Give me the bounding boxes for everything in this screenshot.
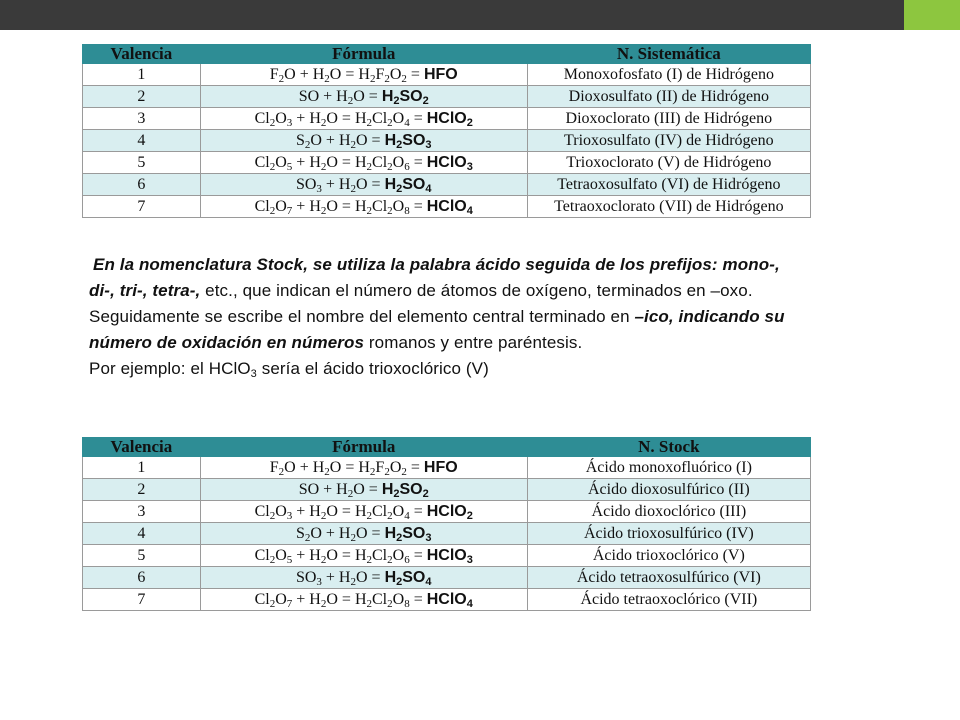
cell-formula: $SO_3 + H_2O = H_2SO_4$ <box>200 174 527 196</box>
cell-name: Dioxosulfato (II) de Hidrógeno <box>527 86 810 108</box>
table-row <box>83 130 811 152</box>
cell-valencia: 7 <box>83 589 201 611</box>
accent-block <box>904 0 960 30</box>
table-row <box>83 64 811 86</box>
cell-formula: $Cl_2O_7 + H_2O = H_2Cl_2O_8$ = HClO$_4$ <box>200 589 527 611</box>
cell-name: Ácido trioxoclórico (V) <box>527 545 810 567</box>
table-systematic <box>82 44 811 218</box>
table-row <box>83 174 811 196</box>
example-sub: 3 <box>250 368 257 380</box>
table-row <box>83 501 811 523</box>
top-bar <box>0 0 960 30</box>
bold-oxidation: –ico, indicando su número de oxidación en números <box>89 307 785 352</box>
header-formula: Fórmula <box>200 45 527 64</box>
table2-body <box>83 457 811 611</box>
cell-name: Ácido trioxosulfúrico (IV) <box>527 523 810 545</box>
cell-formula: $Cl_2O_5 + H_2O = H_2Cl_2O_6$ = HClO$_3$ <box>200 545 527 567</box>
table-stock <box>82 437 811 611</box>
cell-valencia: 2 <box>83 479 201 501</box>
table-row <box>83 479 811 501</box>
cell-name: Tetraoxoclorato (VII) de Hidrógeno <box>527 196 810 218</box>
cell-valencia: 3 <box>83 501 201 523</box>
cell-valencia: 6 <box>83 174 201 196</box>
cell-formula: $F_2O + H_2O = H_2F_2O_2$ = HFO <box>200 64 527 86</box>
cell-formula: $Cl_2O_7 + H_2O = H_2Cl_2O_8$ = HClO$_4$ <box>200 196 527 218</box>
cell-formula: $S_2O + H_2O = H_2SO_3$ <box>200 523 527 545</box>
table-row <box>83 567 811 589</box>
table-header-row <box>83 45 811 64</box>
cell-valencia: 3 <box>83 108 201 130</box>
table-row <box>83 457 811 479</box>
cell-name: Dioxoclorato (III) de Hidrógeno <box>527 108 810 130</box>
table-row <box>83 523 811 545</box>
example-pre: Por ejemplo: el HClO <box>89 359 251 378</box>
table-row <box>83 589 811 611</box>
cell-formula: $Cl_2O_5 + H_2O = H_2Cl_2O_6$ = HClO$_3$ <box>200 152 527 174</box>
cell-formula: $SO_3 + H_2O = H_2SO_4$ <box>200 567 527 589</box>
cell-formula: SO + $H_2O = H_2SO_2$ <box>200 86 527 108</box>
cell-name: Monoxofosfato (I) de Hidrógeno <box>527 64 810 86</box>
cell-name: Ácido tetraoxoclórico (VII) <box>527 589 810 611</box>
cell-formula: $S_2O + H_2O = H_2SO_3$ <box>200 130 527 152</box>
table-row <box>83 545 811 567</box>
cell-valencia: 6 <box>83 567 201 589</box>
cell-name: Trioxoclorato (V) de Hidrógeno <box>527 152 810 174</box>
cell-valencia: 1 <box>83 64 201 86</box>
cell-formula: $Cl_2O_3 + H_2O = H_2Cl_2O_4$ = HClO$_2$ <box>200 501 527 523</box>
header-formula: Fórmula <box>200 438 527 457</box>
table-row <box>83 152 811 174</box>
header-valencia: Valencia <box>83 45 201 64</box>
cell-name: Ácido tetraoxosulfúrico (VI) <box>527 567 810 589</box>
header-name: N. Sistemática <box>527 45 810 64</box>
cell-name: Tetraoxosulfato (VI) de Hidrógeno <box>527 174 810 196</box>
body-text: etc., que indican el número de átomos de oxígeno, terminados en –oxo. Seguidamente se escribe el nombre del elemento central terminado en <box>89 281 753 326</box>
cell-valencia: 5 <box>83 152 201 174</box>
example-line <box>89 356 809 382</box>
cell-valencia: 7 <box>83 196 201 218</box>
cell-formula: $F_2O + H_2O = H_2F_2O_2$ = HFO <box>200 457 527 479</box>
table-row <box>83 108 811 130</box>
example-post: sería el ácido trioxoclórico (V) <box>256 359 489 378</box>
table-row <box>83 86 811 108</box>
cell-name: Ácido dioxosulfúrico (II) <box>527 479 810 501</box>
cell-formula: $Cl_2O_3 + H_2O = H_2Cl_2O_4$ = HClO$_2$ <box>200 108 527 130</box>
cell-valencia: 2 <box>83 86 201 108</box>
table-row <box>83 196 811 218</box>
header-name: N. Stock <box>527 438 810 457</box>
cell-name: Ácido dioxoclórico (III) <box>527 501 810 523</box>
cell-valencia: 1 <box>83 457 201 479</box>
cell-valencia: 5 <box>83 545 201 567</box>
table1-body <box>83 64 811 218</box>
cell-valencia: 4 <box>83 523 201 545</box>
cell-name: Ácido monoxofluórico (I) <box>527 457 810 479</box>
paragraph-text <box>89 252 809 356</box>
cell-formula: SO + $H_2O = H_2SO_2$ <box>200 479 527 501</box>
cell-valencia: 4 <box>83 130 201 152</box>
body-text-end: romanos y entre paréntesis. <box>364 333 583 352</box>
table-header-row <box>83 438 811 457</box>
cell-name: Trioxosulfato (IV) de Hidrógeno <box>527 130 810 152</box>
bold-intro: En la nomenclatura Stock, se utiliza la palabra ácido seguida de los prefijos: mono-, di-, tri-, tetra-, <box>89 255 780 300</box>
stock-paragraph <box>89 252 809 382</box>
header-valencia: Valencia <box>83 438 201 457</box>
